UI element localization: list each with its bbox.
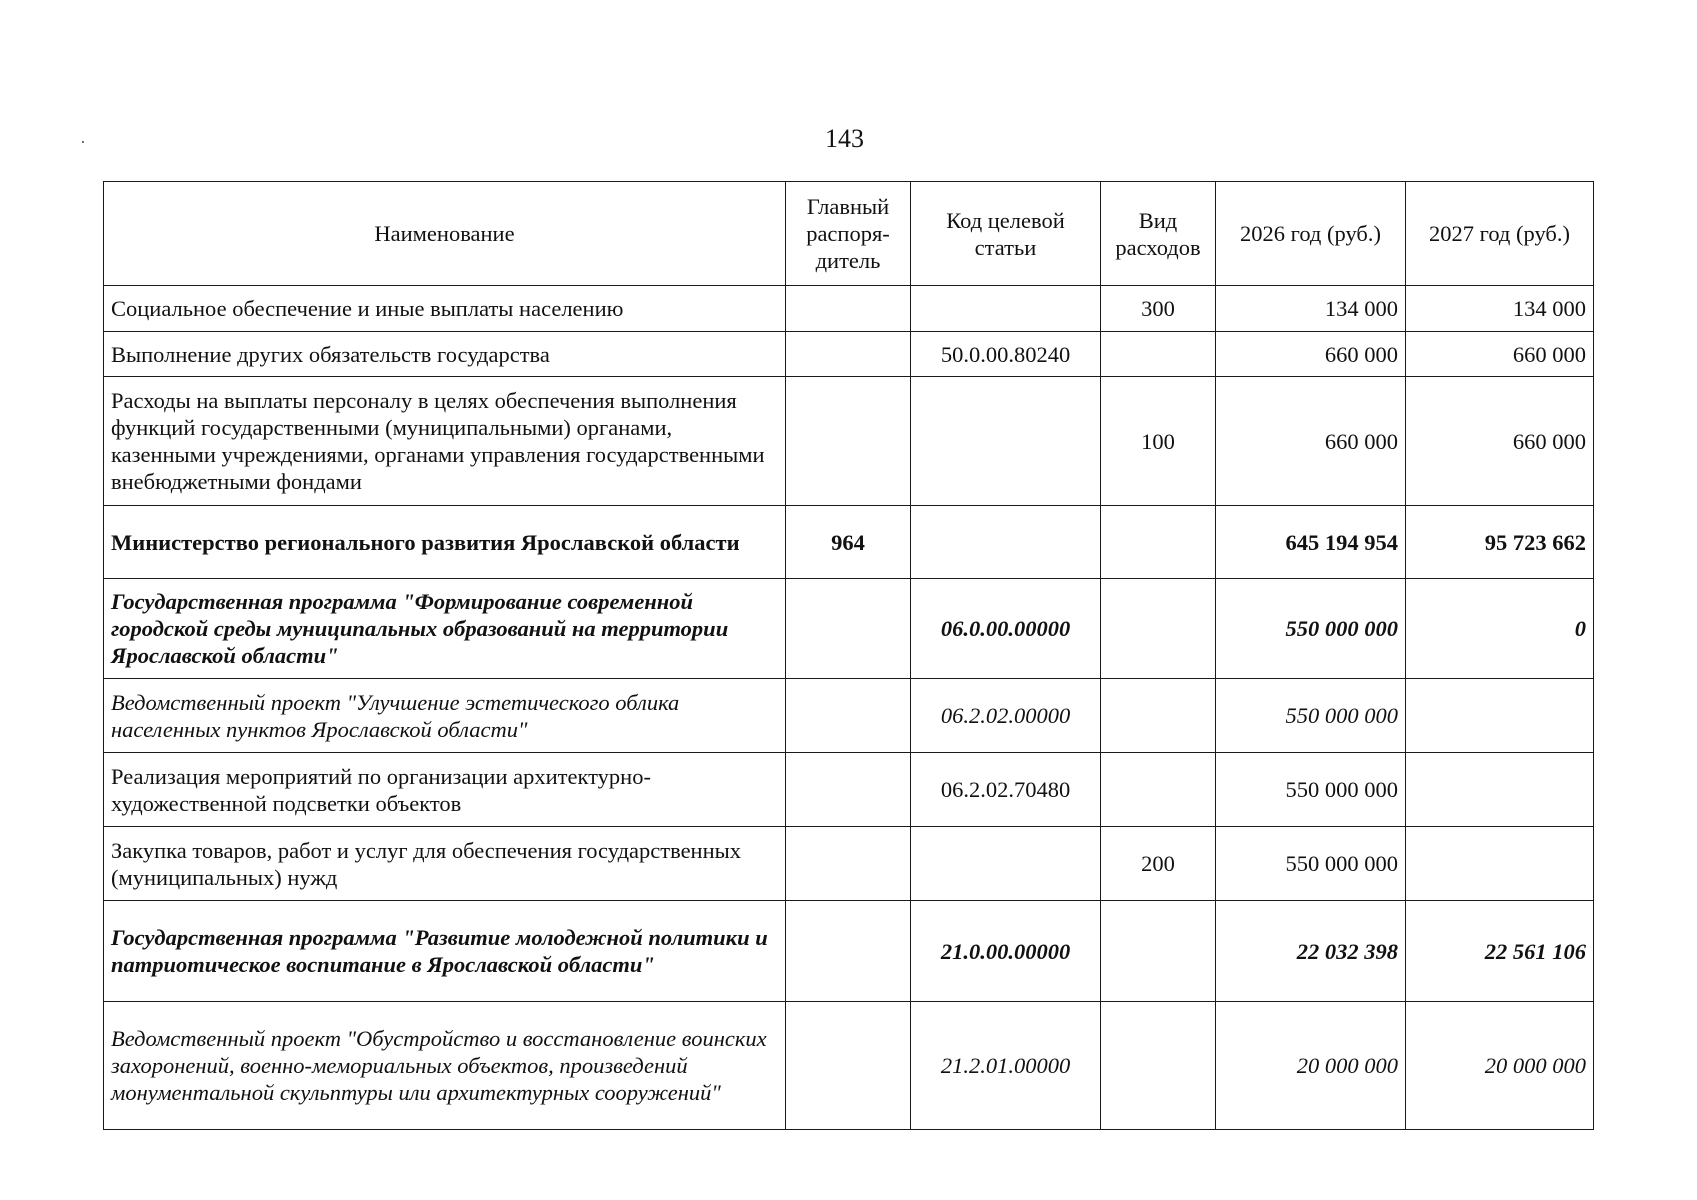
row-manager <box>786 901 911 1002</box>
row-expense-type <box>1101 901 1216 1002</box>
row-code: 06.2.02.70480 <box>911 753 1101 827</box>
row-expense-type: 100 <box>1101 377 1216 506</box>
header-2026: 2026 год (руб.) <box>1216 182 1406 286</box>
row-code <box>911 506 1101 579</box>
row-manager: 964 <box>786 506 911 579</box>
row-2026: 550 000 000 <box>1216 579 1406 679</box>
row-2027: 660 000 <box>1406 332 1594 377</box>
stray-mark <box>82 141 84 143</box>
row-2026: 550 000 000 <box>1216 679 1406 753</box>
row-name: Государственная программа "Развитие молодежной политики и патриотическое воспитание в Ярославской области" <box>104 901 786 1002</box>
row-2026: 645 194 954 <box>1216 506 1406 579</box>
table-row <box>104 901 1594 1002</box>
row-expense-type <box>1101 579 1216 679</box>
row-name: Выполнение других обязательств государства <box>104 332 786 377</box>
header-2027: 2027 год (руб.) <box>1406 182 1594 286</box>
row-expense-type <box>1101 332 1216 377</box>
row-name: Ведомственный проект "Улучшение эстетического облика населенных пунктов Ярославской области" <box>104 679 786 753</box>
row-2026: 660 000 <box>1216 332 1406 377</box>
row-2026: 22 032 398 <box>1216 901 1406 1002</box>
row-name: Расходы на выплаты персоналу в целях обеспечения выполнения функций государственными (муниципальными) органами, казенными учреждениями, органами управления государственными внебюджетными фондами <box>104 377 786 506</box>
table-row <box>104 827 1594 901</box>
table-row <box>104 377 1594 506</box>
row-2027: 134 000 <box>1406 286 1594 332</box>
header-name: Наименование <box>104 182 786 286</box>
budget-table <box>103 181 1594 1130</box>
row-manager <box>786 679 911 753</box>
row-expense-type: 200 <box>1101 827 1216 901</box>
row-name: Ведомственный проект "Обустройство и восстановление воинских захоронений, военно-мемориальных объектов, произведений монументальной скульптуры или архитектурных сооружений" <box>104 1002 786 1130</box>
row-2026: 550 000 000 <box>1216 753 1406 827</box>
row-2027: 20 000 000 <box>1406 1002 1594 1130</box>
table-header-row <box>104 182 1594 286</box>
row-name: Социальное обеспечение и иные выплаты населению <box>104 286 786 332</box>
row-2026: 550 000 000 <box>1216 827 1406 901</box>
row-code: 21.2.01.00000 <box>911 1002 1101 1130</box>
row-manager <box>786 332 911 377</box>
table-row <box>104 506 1594 579</box>
row-expense-type: 300 <box>1101 286 1216 332</box>
row-code: 21.0.00.00000 <box>911 901 1101 1002</box>
page-number: 143 <box>825 124 864 153</box>
row-manager <box>786 753 911 827</box>
row-2027 <box>1406 679 1594 753</box>
header-manager: Главный распоря-дитель <box>786 182 911 286</box>
row-code: 06.2.02.00000 <box>911 679 1101 753</box>
row-manager <box>786 827 911 901</box>
table-row <box>104 679 1594 753</box>
row-2026: 20 000 000 <box>1216 1002 1406 1130</box>
table-row <box>104 579 1594 679</box>
row-expense-type <box>1101 753 1216 827</box>
row-code <box>911 377 1101 506</box>
row-name: Реализация мероприятий по организации архитектурно-художественной подсветки объектов <box>104 753 786 827</box>
header-target-code: Код целевой статьи <box>911 182 1101 286</box>
row-2026: 660 000 <box>1216 377 1406 506</box>
row-2027 <box>1406 753 1594 827</box>
row-name: Государственная программа "Формирование современной городской среды муниципальных образований на территории Ярославской области" <box>104 579 786 679</box>
row-code <box>911 286 1101 332</box>
row-expense-type <box>1101 679 1216 753</box>
table-row <box>104 753 1594 827</box>
row-code: 06.0.00.00000 <box>911 579 1101 679</box>
row-expense-type <box>1101 1002 1216 1130</box>
row-2027: 0 <box>1406 579 1594 679</box>
row-2027 <box>1406 827 1594 901</box>
row-name: Закупка товаров, работ и услуг для обеспечения государственных (муниципальных) нужд <box>104 827 786 901</box>
row-expense-type <box>1101 506 1216 579</box>
row-2027: 22 561 106 <box>1406 901 1594 1002</box>
table-row <box>104 286 1594 332</box>
table-row <box>104 1002 1594 1130</box>
table-row <box>104 332 1594 377</box>
header-expense-type: Вид расходов <box>1101 182 1216 286</box>
row-manager <box>786 286 911 332</box>
row-2026: 134 000 <box>1216 286 1406 332</box>
row-code: 50.0.00.80240 <box>911 332 1101 377</box>
row-2027: 95 723 662 <box>1406 506 1594 579</box>
row-manager <box>786 1002 911 1130</box>
row-manager <box>786 377 911 506</box>
row-name: Министерство регионального развития Ярославской области <box>104 506 786 579</box>
row-manager <box>786 579 911 679</box>
row-code <box>911 827 1101 901</box>
row-2027: 660 000 <box>1406 377 1594 506</box>
